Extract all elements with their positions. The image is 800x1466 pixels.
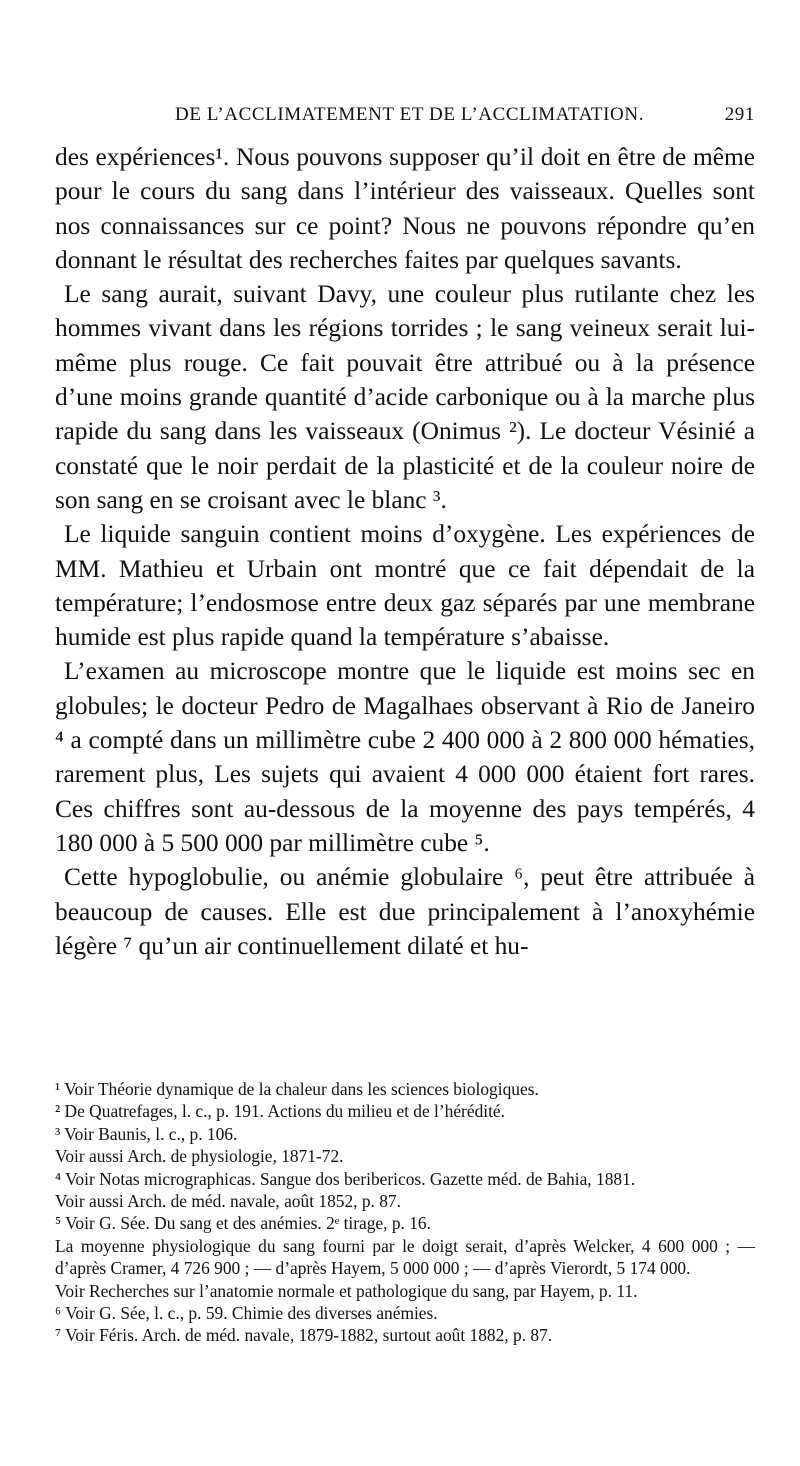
- footnote: ⁶ Voir G. Sée, l. c., p. 59. Chimie des diverses anémies.: [55, 1303, 438, 1324]
- running-title: DE L’ACCLIMATEMENT ET DE L’ACCLIMATATION.: [175, 104, 645, 125]
- footnote: ³ Voir Baunis, l. c., p. 106.: [55, 1123, 238, 1144]
- paragraph: Le liquide sanguin contient moins d’oxygène. Les expériences de MM. Mathieu et Urbain ont montré que ce fait dépendait de la température; l’endosmose entre deux gaz séparés par une membrane humide est plus rapide quand la température s’abaisse.: [55, 520, 755, 652]
- paragraph: des expériences¹. Nous pouvons supposer qu’il doit en être de même pour le cours du sang dans l’intérieur des vaisseaux. Quelles sont nos connaissances sur ce point? Nous ne pouvons répondre qu’en donnant le résultat des recherches faites par quelques savants.: [55, 143, 755, 274]
- paragraph: Cette hypoglobulie, ou anémie globulaire ⁶, peut être attribuée à beaucoup de causes. Elle est due principalement à l’anoxyhémie légère ⁷ qu’un air continuellement dilaté et hu-: [55, 863, 755, 960]
- footnote: Voir aussi Arch. de méd. navale, août 1852, p. 87.: [55, 1191, 401, 1212]
- paragraph: Le sang aurait, suivant Davy, une couleur plus rutilante chez les hommes vivant dans les régions torrides ; le sang veineux serait lui-même plus rouge. Ce fait pouvait être attribué ou à la présence d’une moins grande quantité d’acide carbonique ou à la marche plus rapide du sang dans les vaisseaux (Onimus ²). Le docteur Vésinié a constaté que le noir perdait de la plasticité et de la couleur noire de son sang en se croisant avec le blanc ³.: [55, 280, 755, 514]
- footnotes: [55, 1078, 755, 1347]
- paragraph: L’examen au microscope montre que le liquide est moins sec en globules; le docteur Pedro de Magalhaes observant à Rio de Janeiro ⁴ a compté dans un millimètre cube 2 400 000 à 2 800 000 hématies, rarement plus, Les sujets qui avaient 4 000 000 étaient fort rares. Ces chiffres sont au-dessous de la moyenne des pays tempérés, 4 180 000 à 5 500 000 par millimètre cube ⁵.: [55, 657, 755, 857]
- page-header: [55, 104, 755, 134]
- footnote: ⁵ Voir G. Sée. Du sang et des anémies. 2ᵉ tirage, p. 16.: [55, 1213, 431, 1234]
- footnote: ² De Quatrefages, l. c., p. 191. Actions du milieu et de l’hérédité.: [55, 1101, 505, 1122]
- main-text: [55, 140, 755, 963]
- footnote: Voir aussi Arch. de physiologie, 1871-72.: [55, 1146, 344, 1167]
- page-number: 291: [724, 104, 755, 125]
- footnote: ⁴ Voir Notas micrographicas. Sangue dos beribericos. Gazette méd. de Bahia, 1881.: [55, 1168, 636, 1189]
- footnote: ⁷ Voir Féris. Arch. de méd. navale, 1879-1882, surtout août 1882, p. 87.: [55, 1325, 553, 1346]
- footnote: La moyenne physiologique du sang fourni par le doigt serait, d’après Welcker, 4 600 000 ; — d’après Cramer, 4 726 900 ; — d’après Hayem, 5 000 000 ; — d’après Vierordt, 5 174 000.: [55, 1235, 755, 1279]
- footnote: Voir Recherches sur l’anatomie normale et pathologique du sang, par Hayem, p. 11.: [55, 1280, 638, 1301]
- footnote: ¹ Voir Théorie dynamique de la chaleur dans les sciences biologiques.: [55, 1079, 539, 1099]
